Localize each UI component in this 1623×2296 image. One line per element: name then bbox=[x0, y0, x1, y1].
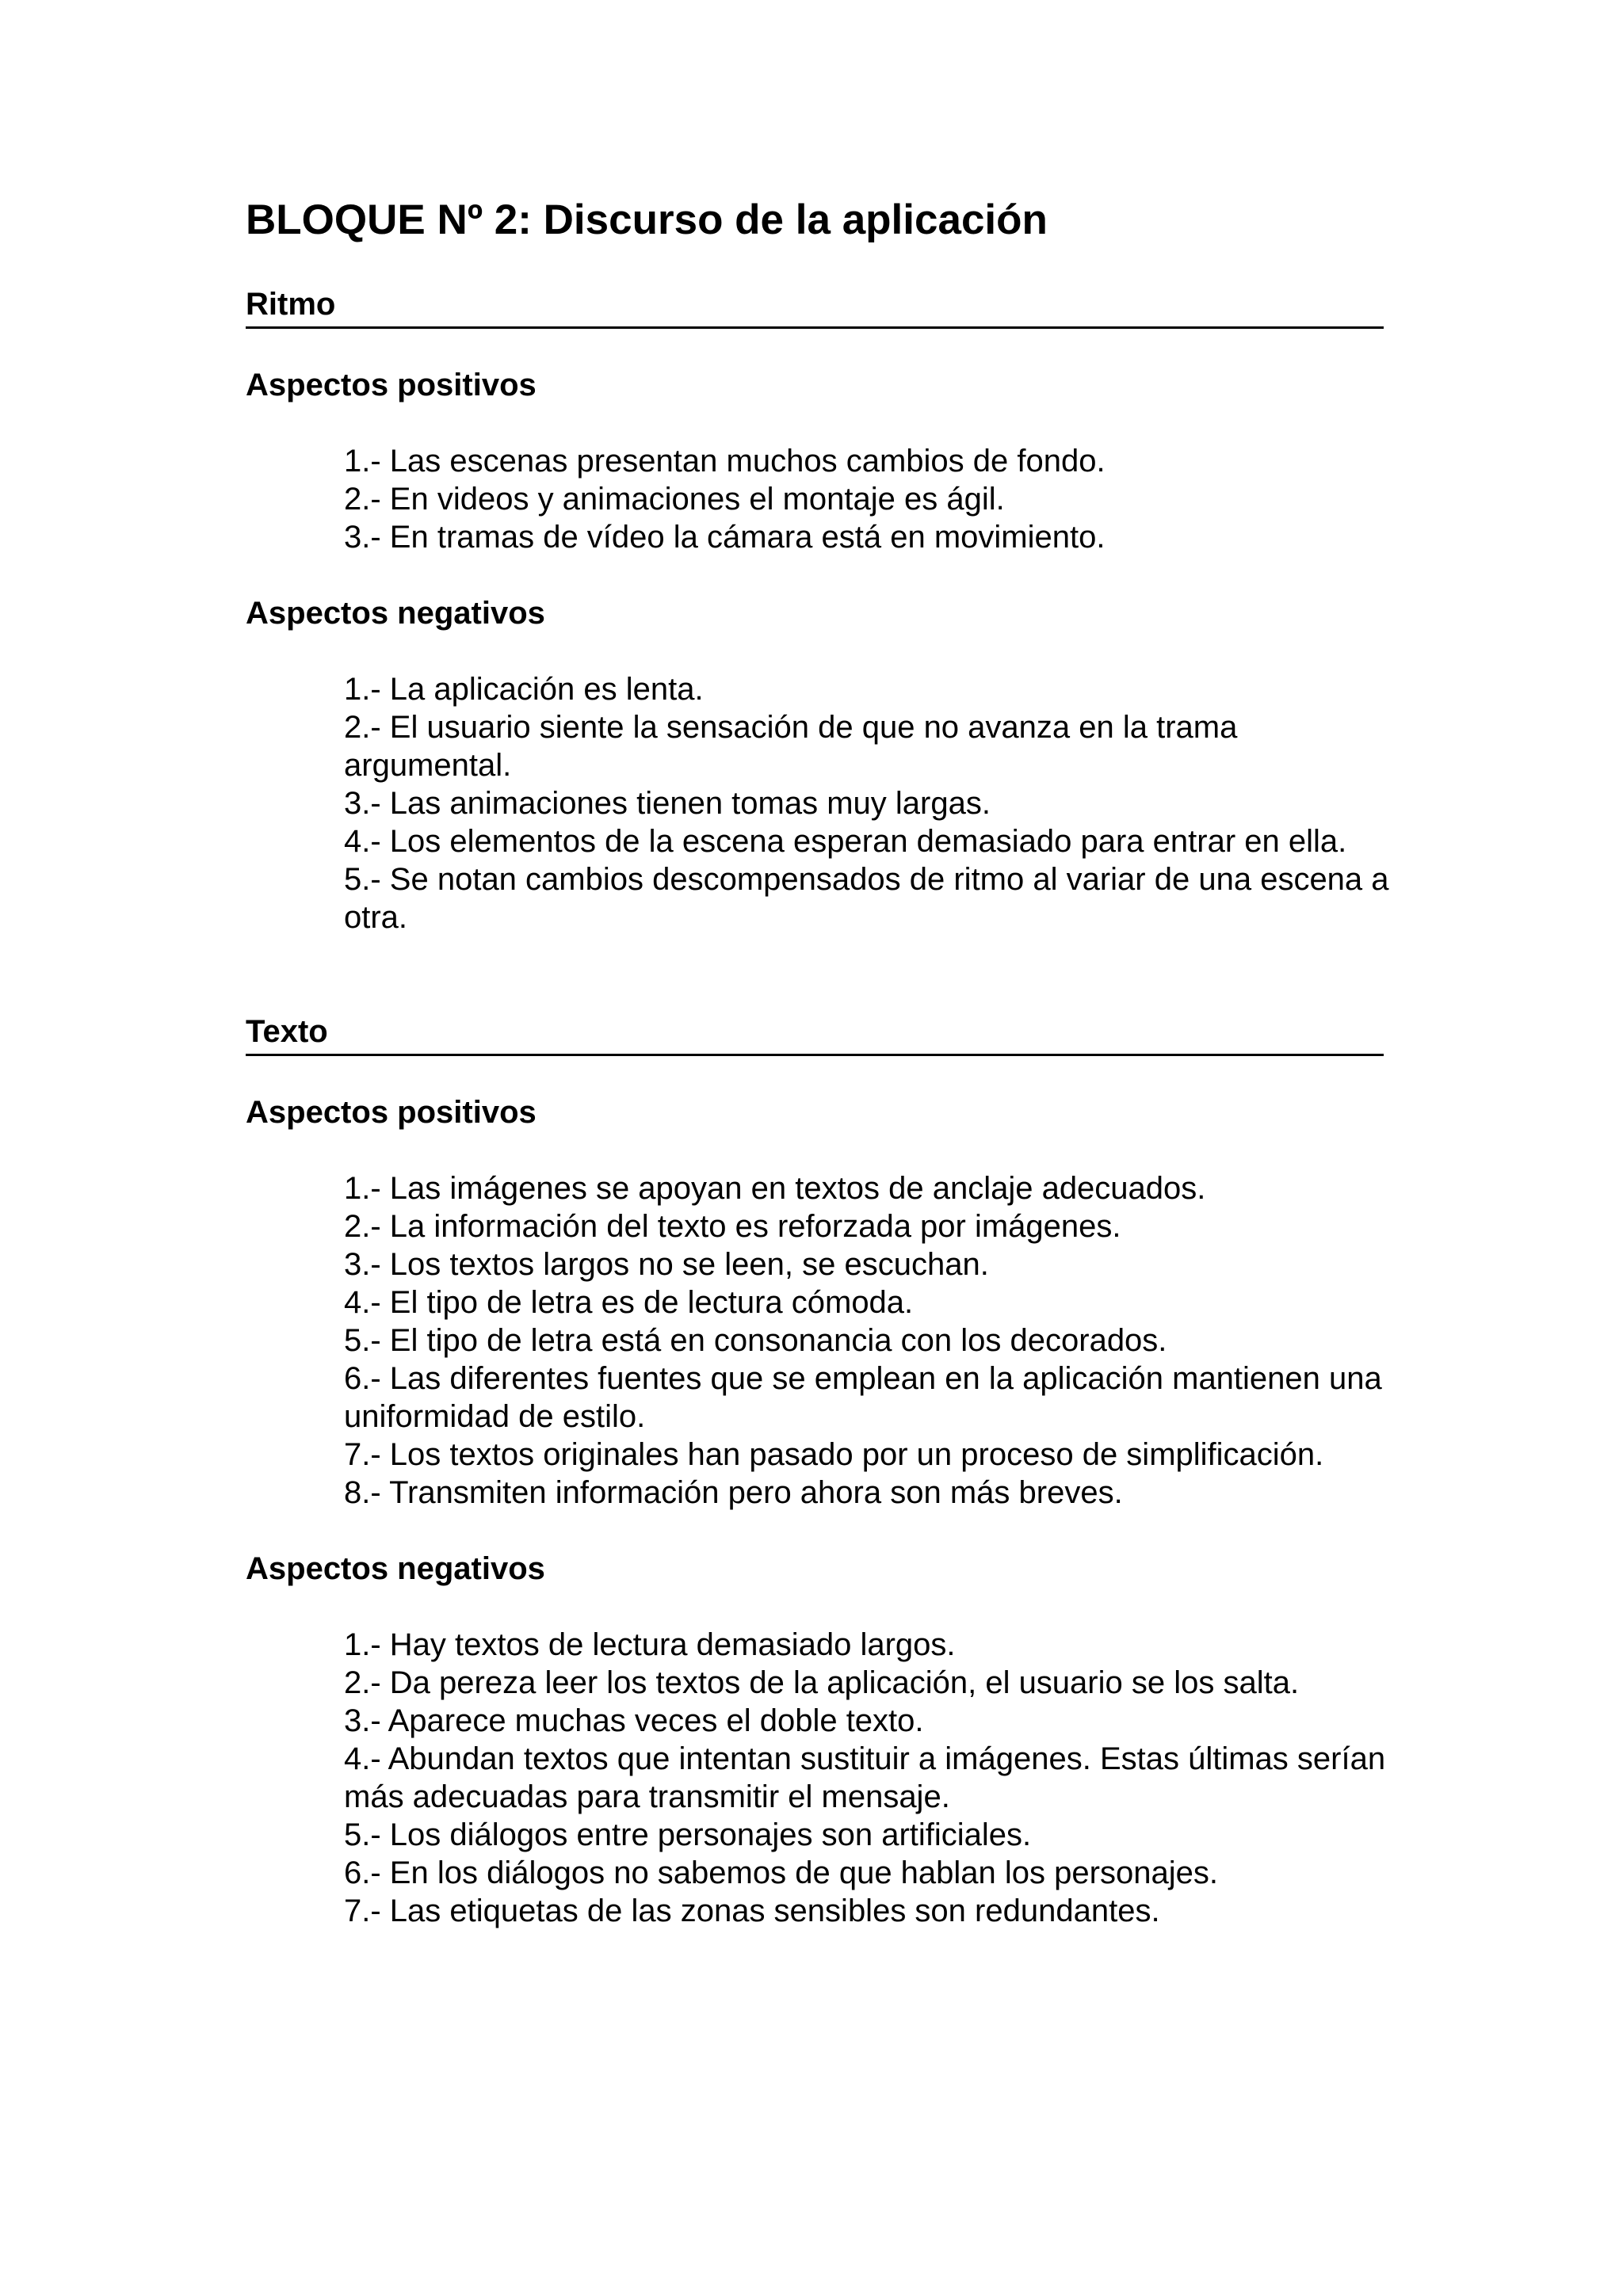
list-item: 7.- Las etiquetas de las zonas sensibles son redundantes. bbox=[344, 1894, 1160, 1928]
section-heading-texto: Texto bbox=[246, 1013, 1384, 1056]
list-texto-positive bbox=[344, 1169, 1390, 1512]
list-item: 2.- La información del texto es reforzada por imágenes. bbox=[344, 1209, 1121, 1244]
section-heading-ritmo: Ritmo bbox=[246, 285, 1384, 329]
list-item: 1.- Hay textos de lectura demasiado largos. bbox=[344, 1627, 956, 1662]
subheading-texto-positive: Aspectos positivos bbox=[246, 1095, 537, 1130]
list-item: 5.- Se notan cambios descompensados de ritmo al variar de una escena a otra. bbox=[344, 862, 1389, 935]
list-texto-negative bbox=[344, 1626, 1390, 1930]
list-item: 4.- El tipo de letra es de lectura cómoda. bbox=[344, 1285, 914, 1320]
list-item: 7.- Los textos originales han pasado por un proceso de simplificación. bbox=[344, 1437, 1324, 1472]
subheading-ritmo-positive: Aspectos positivos bbox=[246, 368, 537, 402]
list-item: 4.- Abundan textos que intentan sustituir a imágenes. Estas últimas serían más adecuadas para transmitir el mensaje. bbox=[344, 1741, 1386, 1814]
list-item: 2.- En videos y animaciones el montaje es ágil. bbox=[344, 482, 1005, 517]
subheading-texto-negative: Aspectos negativos bbox=[246, 1551, 545, 1586]
list-item: 6.- Las diferentes fuentes que se emplean en la aplicación mantienen una uniformidad de estilo. bbox=[344, 1361, 1382, 1434]
document-title: BLOQUE Nº 2: Discurso de la aplicación bbox=[246, 196, 1048, 243]
list-item: 3.- Los textos largos no se leen, se escuchan. bbox=[344, 1247, 989, 1282]
list-item: 8.- Transmiten información pero ahora son más breves. bbox=[344, 1475, 1123, 1510]
list-ritmo-positive bbox=[344, 442, 1390, 556]
list-item: 2.- El usuario siente la sensación de que no avanza en la trama argumental. bbox=[344, 710, 1238, 783]
list-item: 1.- La aplicación es lenta. bbox=[344, 672, 704, 707]
list-item: 5.- Los diálogos entre personajes son artificiales. bbox=[344, 1817, 1032, 1852]
list-item: 1.- Las imágenes se apoyan en textos de anclaje adecuados. bbox=[344, 1171, 1206, 1206]
list-item: 3.- Aparece muchas veces el doble texto. bbox=[344, 1703, 924, 1738]
subheading-ritmo-negative: Aspectos negativos bbox=[246, 596, 545, 631]
list-item: 3.- Las animaciones tienen tomas muy largas. bbox=[344, 786, 991, 821]
list-item: 3.- En tramas de vídeo la cámara está en movimiento. bbox=[344, 520, 1106, 555]
list-item: 6.- En los diálogos no sabemos de que hablan los personajes. bbox=[344, 1855, 1218, 1890]
list-item: 2.- Da pereza leer los textos de la aplicación, el usuario se los salta. bbox=[344, 1665, 1300, 1700]
list-item: 1.- Las escenas presentan muchos cambios de fondo. bbox=[344, 444, 1106, 479]
list-item: 4.- Los elementos de la escena esperan demasiado para entrar en ella. bbox=[344, 824, 1347, 859]
list-item: 5.- El tipo de letra está en consonancia con los decorados. bbox=[344, 1323, 1167, 1358]
list-ritmo-negative bbox=[344, 670, 1390, 936]
